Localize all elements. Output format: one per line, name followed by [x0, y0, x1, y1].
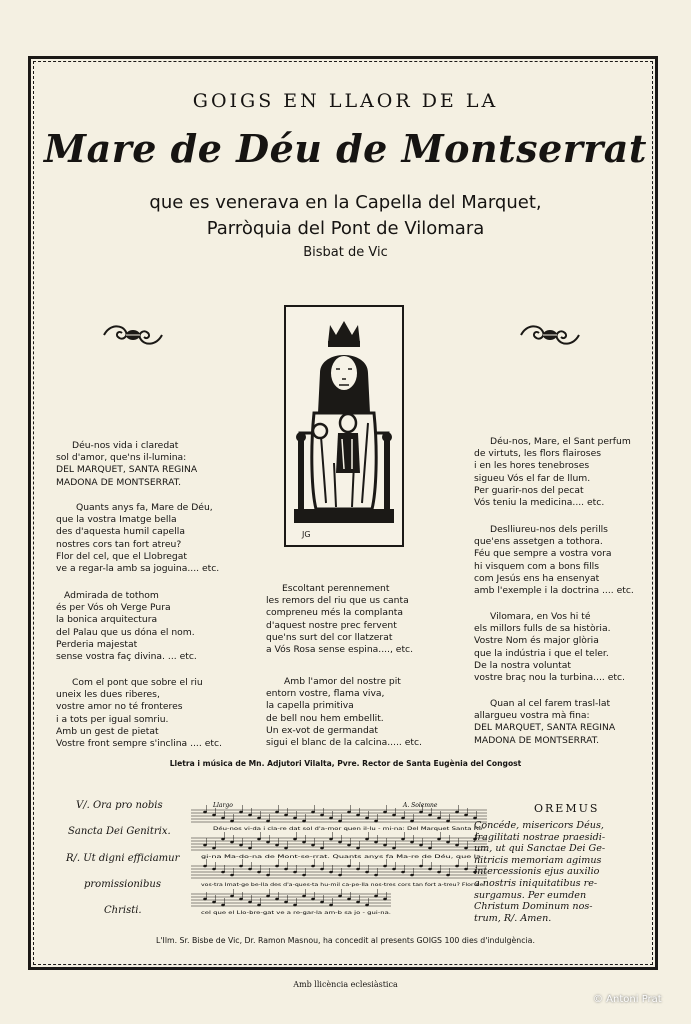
note-head [428, 847, 432, 850]
note-head [266, 895, 270, 898]
note-head [275, 865, 279, 868]
note-head [329, 904, 333, 907]
virgin-image [284, 305, 404, 547]
music-score [191, 800, 489, 918]
score-lyrics-1: Déu-nos vi-da i cla-re dat sol d'a-mor quen il-lu - mi-na: Del Marquet Santa Re- [213, 827, 394, 832]
note-head [410, 841, 414, 844]
note-head [248, 814, 252, 817]
note-head [302, 874, 306, 877]
note-head [338, 820, 342, 823]
note-head [212, 814, 216, 817]
stanza-center-2: Amb l'amor del nostre pit entorn vostre, flama viva, la capella primitiva de bell nou hem embellit. Un ex-vot de germandat sigui el blanc de la calcina..... etc. [266, 676, 422, 749]
note-head [212, 868, 216, 871]
note-head [338, 874, 342, 877]
note-head [266, 820, 270, 823]
note-head [212, 901, 216, 904]
main-title: Mare de Déu de Montserrat [44, 126, 647, 171]
note-head [320, 814, 324, 817]
note-head [419, 844, 423, 847]
note-head [203, 811, 207, 814]
note-head [410, 874, 414, 877]
note-head [302, 820, 306, 823]
note-head [347, 865, 351, 868]
versicle-3: R/. Ut digni efficiamur [66, 853, 180, 864]
note-head [239, 865, 243, 868]
note-head [374, 820, 378, 823]
note-head [257, 871, 261, 874]
note-head [230, 841, 234, 844]
note-head [356, 901, 360, 904]
oremus-title: OREMUS [534, 802, 600, 815]
note-head [284, 814, 288, 817]
note-head [437, 871, 441, 874]
note-head [320, 901, 324, 904]
note-head [311, 844, 315, 847]
note-head [248, 901, 252, 904]
note-head [338, 895, 342, 898]
note-head [446, 841, 450, 844]
note-head [446, 820, 450, 823]
stanza-right-3: Vilomara, en Vos hi té els millors fulls de sa història. Vostre Nom és major glòria que la indústria i que el teler. De la nostra voluntat vostre braç nou la turbina.... etc. [474, 611, 625, 684]
note-head [248, 847, 252, 850]
note-head [365, 817, 369, 820]
subtitle-parish: Parròquia del Pont de Vilomara [206, 218, 485, 239]
note-head [221, 871, 225, 874]
note-head [284, 901, 288, 904]
oremus-prayer: Concéde, misericors Déus, fragilitati nostrae praesidi- um, ut qui Sanctae Dei Ge- nitricis memoriam agimus intercessionis ejus auxilio a nostris iniquitatibus re- surgamus. Per eumden Christum Dominum nos- trum, R/. Amen. [474, 820, 606, 924]
note-head [392, 868, 396, 871]
note-head [230, 874, 234, 877]
versicle-5: Christi. [104, 905, 142, 916]
score-lyrics-2: gi-na Ma-do-na de Mont-se-rrat. Quants anys fa Ma-re de Déu, que la [201, 855, 360, 860]
note-head [437, 838, 441, 841]
subtitle-diocese: Bisbat de Vic [303, 245, 388, 260]
image-initials: JG [302, 530, 311, 539]
note-head [203, 865, 207, 868]
indulgence-note: L'Ilm. Sr. Bisbe de Vic, Dr. Ramon Masnou, ha concedit al presents GOIGS 100 dies d'indulgència. [156, 936, 535, 945]
note-head [347, 898, 351, 901]
note-head [464, 814, 468, 817]
note-head [257, 817, 261, 820]
note-head [302, 895, 306, 898]
note-head [311, 865, 315, 868]
note-head [374, 874, 378, 877]
note-head [212, 847, 216, 850]
note-head [356, 814, 360, 817]
note-head [419, 865, 423, 868]
note-head [221, 838, 225, 841]
note-head [374, 841, 378, 844]
note-head [311, 898, 315, 901]
note-head [311, 811, 315, 814]
author-credit: Lletra i música de Mn. Adjutori Vilalta, Pvre. Rector de Santa Eugènia del Congost [169, 759, 522, 768]
note-head [455, 811, 459, 814]
note-head [464, 847, 468, 850]
note-head [401, 817, 405, 820]
note-head [293, 817, 297, 820]
stanza-left-1: Déu-nos vida i claredat sol d'amor, que'ns il-lumina: DEL MARQUET, SANTA REGINA MADONA DE MONTSERRAT. [56, 440, 198, 488]
note-head [410, 820, 414, 823]
copyright-watermark: © Antoni Prat [593, 994, 662, 1005]
versicle-1: V/. Ora pro nobis [76, 800, 163, 811]
stanza-left-4: Com el pont que sobre el riu uneix les dues riberes, vostre amor no té fronteres i a tots per igual somriu. Amb un gest de pietat Vostre front sempre s'inclina .... etc. [56, 677, 222, 750]
note-head [383, 865, 387, 868]
note-head [248, 868, 252, 871]
note-head [293, 838, 297, 841]
note-head [275, 811, 279, 814]
note-head [320, 847, 324, 850]
note-head [329, 871, 333, 874]
tempo-marking-1: Llargo [213, 802, 233, 809]
note-head [383, 844, 387, 847]
note-head [221, 817, 225, 820]
note-head [302, 841, 306, 844]
note-head [239, 811, 243, 814]
heading-line: GOIGS EN LLAOR DE LA [192, 90, 499, 112]
note-head [275, 844, 279, 847]
note-head [320, 868, 324, 871]
versicle-2: Sancta Dei Genitrix. [68, 826, 171, 837]
note-head [383, 898, 387, 901]
score-lyrics-3: vos-tra Imat-ge be-lla des d'a-ques-ta hu-mil ca-pe-lla nos-tres cors tan fort a-treu? Flor del [201, 883, 411, 888]
subtitle-chapel: que es venerava en la Capella del Marquet, [149, 192, 542, 213]
note-head [221, 904, 225, 907]
note-head [464, 868, 468, 871]
note-head [473, 817, 477, 820]
note-head [203, 844, 207, 847]
note-head [356, 868, 360, 871]
note-head [428, 814, 432, 817]
note-head [293, 904, 297, 907]
stanza-center-1: Escoltant perennement les remors del riu que us canta compreneu més la complanta d'aquest nostre prec fervent que'ns surt del cor llatzerat a Vós Rosa sense espina...., etc. [266, 583, 414, 656]
left-ornament-icon [100, 320, 166, 350]
note-head [239, 844, 243, 847]
score-lyrics-4: cel que el Llo-bre-gat ve a re-gar-la am-b sa jo - gui-na. [201, 911, 329, 916]
note-head [293, 871, 297, 874]
note-head [275, 898, 279, 901]
note-head [455, 865, 459, 868]
note-head [239, 898, 243, 901]
note-head [329, 817, 333, 820]
note-head [266, 874, 270, 877]
note-head [383, 811, 387, 814]
note-head [401, 838, 405, 841]
note-head [392, 847, 396, 850]
note-head [230, 895, 234, 898]
note-head [230, 820, 234, 823]
stanza-left-2: Quants anys fa, Mare de Déu, que la vostra Imatge bella des d'aquesta humil capella nostres cors tan fort atreu? Flor del cel, que el Llobregat ve a regar-la amb sa joguina.... etc. [56, 502, 220, 575]
note-head [338, 841, 342, 844]
note-head [284, 868, 288, 871]
versicle-4: promissionibus [84, 879, 161, 890]
note-head [401, 871, 405, 874]
note-head [365, 871, 369, 874]
stanza-right-4: Quan al cel farem trasl-lat allargueu vostra mà fina: DEL MARQUET, SANTA REGINA MADONA DE MONTSERRAT. [474, 698, 616, 746]
note-head [347, 844, 351, 847]
note-head [257, 904, 261, 907]
note-head [446, 874, 450, 877]
stanza-right-2: Deslliureu-nos dels perills que'ens assetgen a tothora. Féu que sempre a vostra vora hi visquem com a bons fills com Jesús ens ha ensenyat amb l'exemple i la doctrina .... etc. [474, 524, 634, 597]
note-head [365, 904, 369, 907]
right-ornament-icon [517, 320, 583, 350]
note-head [329, 838, 333, 841]
note-head [347, 811, 351, 814]
ecclesiastical-license: Amb llicència eclesiàstica [293, 980, 398, 989]
stanza-left-3: Admirada de tothom és per Vós oh Verge Pura la bonica arquitectura del Palau que us dóna el nom. Perderia majestat sense vostra faç divina. ... etc. [56, 590, 197, 663]
note-head [266, 841, 270, 844]
note-head [455, 844, 459, 847]
virgin-and-child-icon [290, 313, 398, 541]
note-head [356, 847, 360, 850]
note-head [419, 811, 423, 814]
note-head [284, 847, 288, 850]
note-head [365, 838, 369, 841]
note-head [203, 898, 207, 901]
note-head [428, 868, 432, 871]
note-head [437, 817, 441, 820]
stanza-right-1: Déu-nos, Mare, el Sant perfum de virtuts, les flors flairoses i en les hores tenebroses sigueu Vós el far de llum. Per guarir-nos del pecat Vós teniu la medicina.... etc. [474, 436, 631, 509]
note-head [257, 838, 261, 841]
note-head [392, 814, 396, 817]
tempo-marking-2: A. Solemne [403, 802, 438, 809]
note-head [374, 895, 378, 898]
